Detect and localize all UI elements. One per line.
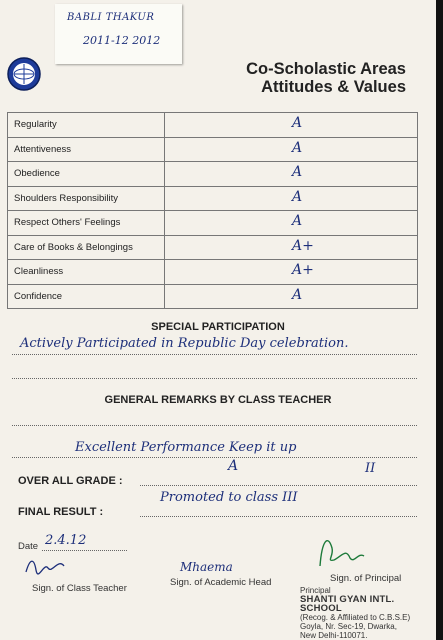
session-years: 2011-12 2012 [83,34,161,47]
stamp-affiliation: (Recog. & Affiliated to C.B.S.E) [300,613,411,622]
special-participation-heading: SPECIAL PARTICIPATION [151,321,285,333]
school-logo-icon [6,56,42,92]
attribute-grade: A [292,115,303,131]
title-line-1: Co-Scholastic Areas [246,60,406,78]
attribute-label: Regularity [8,113,165,138]
table-row [8,113,418,138]
attribute-grade: A [292,164,303,180]
special-participation-text: Actively Participated in Republic Day celebration. [20,336,349,351]
student-name: BABLI THAKUR [67,12,155,23]
school-stamp [300,586,436,640]
attribute-grade-cell [165,260,418,285]
attribute-grade: A [292,213,303,229]
attribute-label: Obedience [8,162,165,187]
attribute-grade-cell [165,211,418,236]
table-row [8,211,418,236]
attribute-grade-cell [165,235,418,260]
table-row [8,137,418,162]
attribute-label: Care of Books & Belongings [8,235,165,260]
attribute-label: Attentiveness [8,137,165,162]
stamp-school-name: SHANTI GYAN INTL. SCHOOL [300,594,395,614]
class-teacher-signature [20,552,80,578]
stamp-address: Goyla, Nr. Sec-19, Dwarka, [300,622,397,631]
dotted-line [12,378,417,379]
overall-grade-label: OVER ALL GRADE : [18,475,123,487]
attribute-grade: A+ [292,237,314,254]
attribute-grade-cell [165,284,418,309]
page-edge-shadow [436,0,443,640]
attribute-label: Cleanliness [8,260,165,285]
attribute-label: Confidence [8,284,165,309]
attribute-grade-cell [165,162,418,187]
dotted-line [140,485,417,486]
dotted-line [12,425,417,426]
academic-head-sign-label: Sign. of Academic Head [170,577,272,588]
class-teacher-sign-label: Sign. of Class Teacher [32,583,127,594]
overall-grade-value: A [228,458,239,474]
dotted-line [42,550,127,551]
dotted-line [140,516,417,517]
attribute-label: Shoulders Responsibility [8,186,165,211]
overall-class-value: II [365,461,376,476]
final-result-text: Promoted to class III [160,490,298,505]
table-row [8,284,418,309]
principal-sign-label: Sign. of Principal [330,573,402,584]
principal-signature [312,530,372,574]
title-line-2: Attitudes & Values [261,78,406,96]
general-remarks-text: Excellent Performance Keep it up [75,440,297,455]
table-row [8,186,418,211]
dotted-line [12,354,417,355]
stamp-role: Principal [300,586,331,595]
date-label: Date [18,541,39,552]
attribute-grade-cell [165,186,418,211]
date-value: 2.4.12 [45,533,87,548]
general-remarks-heading: GENERAL REMARKS BY CLASS TEACHER [104,394,332,406]
table-row [8,260,418,285]
stamp-city: New Delhi-110071. [300,631,368,640]
attribute-grade: A [292,286,303,303]
attribute-grade-cell [165,113,418,138]
attribute-grade-cell [165,137,418,162]
sticky-note [55,4,182,64]
table-row [8,162,418,187]
dotted-line [12,457,417,458]
attribute-label: Respect Others' Feelings [8,211,165,236]
attributes-table [7,112,418,309]
attribute-grade: A [292,188,303,205]
academic-head-signature: Mhaema [180,560,233,574]
page-title [246,60,406,96]
attribute-grade: A [292,139,303,156]
attribute-grade: A+ [292,262,314,278]
final-result-label: FINAL RESULT : [18,506,104,518]
table-row [8,235,418,260]
